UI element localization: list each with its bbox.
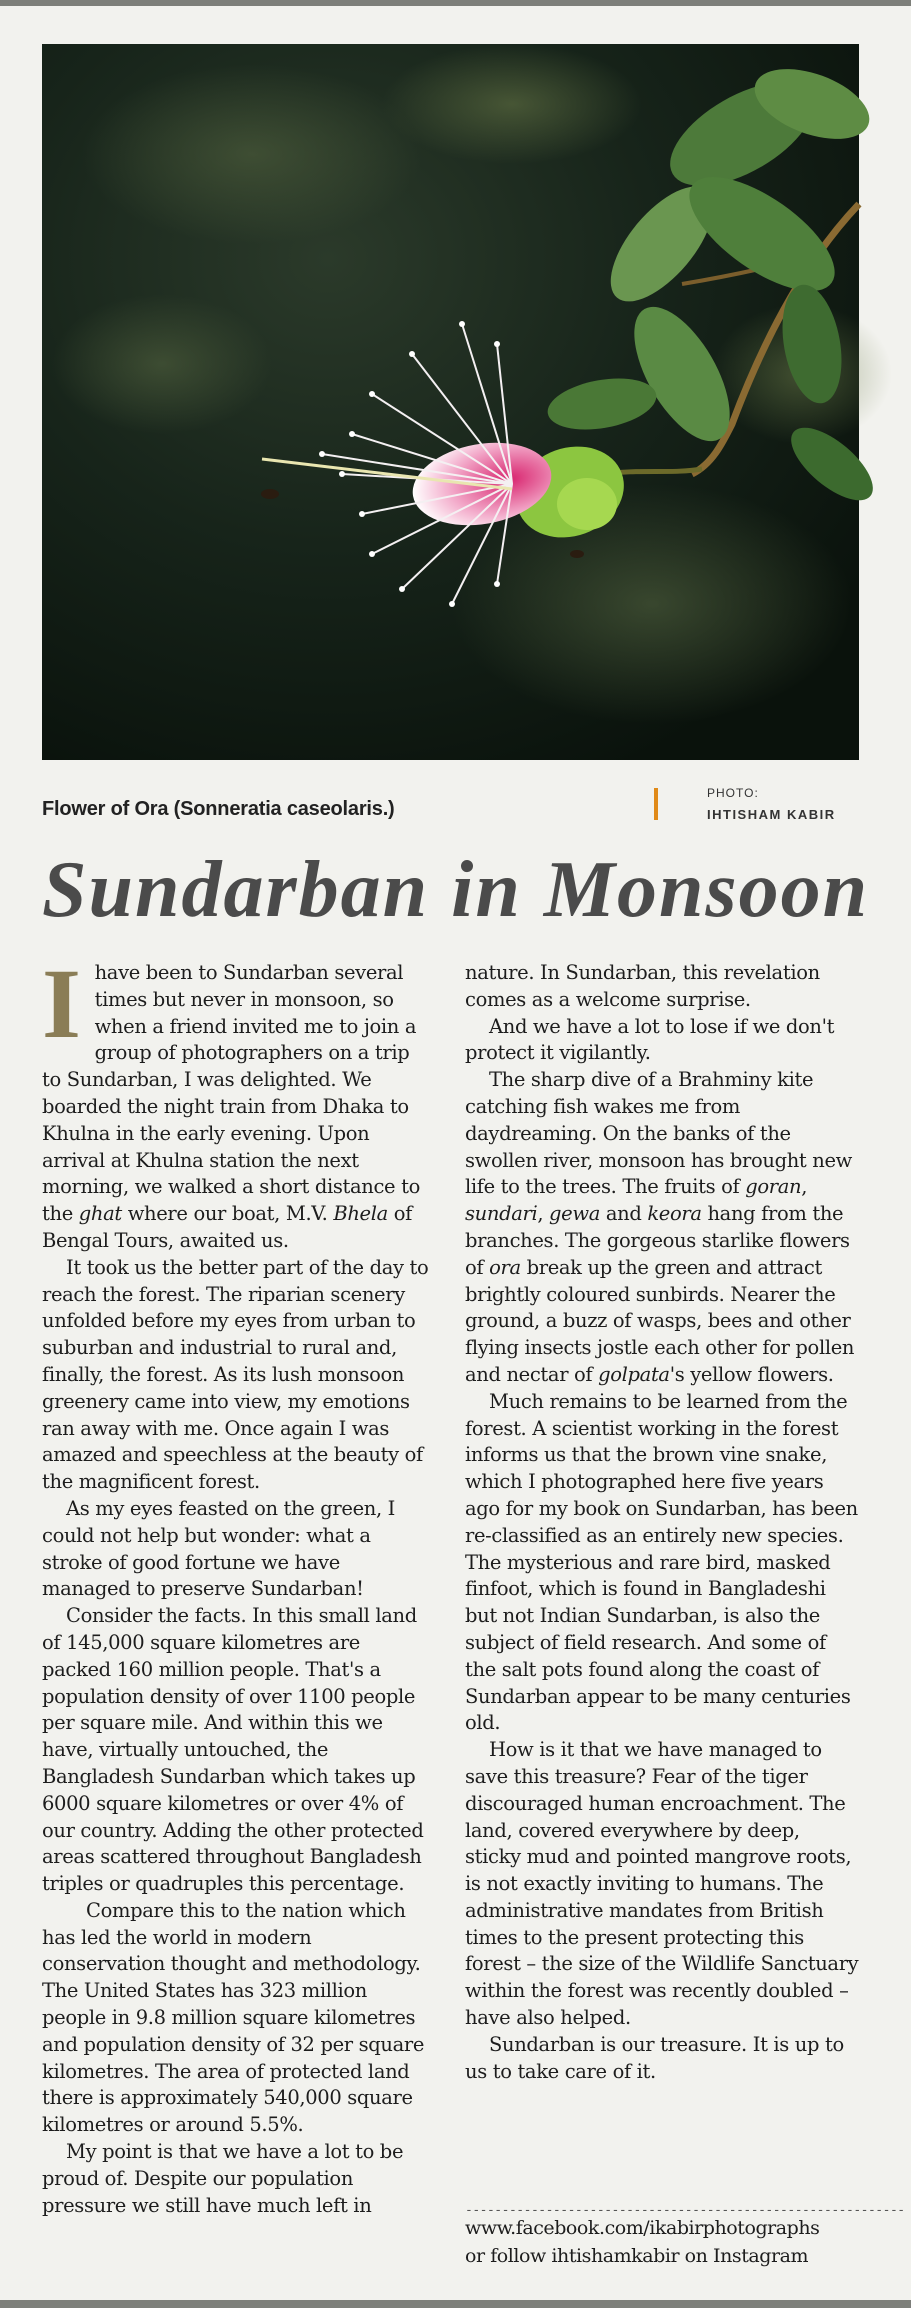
photo-credit-label: PHOTO: (707, 786, 759, 800)
paragraph-text: The sharp dive of a Brahminy kite catching fish wakes me from daydreaming. On the banks of the swollen river, monsoon has brought new life to the trees. The fruits of (465, 1068, 852, 1199)
paragraph-text: 's yellow flowers. (669, 1362, 834, 1386)
article-column-right (465, 960, 859, 2085)
paragraph-text: and (600, 1202, 648, 1226)
article-headline: Sundarban in Monsoon (42, 846, 870, 934)
italic-term: ghat (78, 1202, 122, 1226)
photo-caption: Flower of Ora (Sonneratia caseolaris.) (42, 798, 395, 820)
paragraph-4: Consider the facts. In this small land of 145,000 square kilometres are packed 160 million people. That's a population density of over 1100 people per square mile. And within this we have, virtually untouched, the Bangladesh Sundarban which takes up 6000 square kilometres or over 4% of our country. Adding the other protected areas scattered throughout Bangladesh triples or quadruples this percentage. (42, 1604, 424, 1896)
paragraph-11: How is it that we have managed to save this treasure? Fear of the tiger discouraged human encroachment. The land, covered everywhere by deep, sticky mud and pointed mangrove roots, is not exactly inviting to humans. The administrative mandates from British times to the present protecting this forest – the size of the Wildlife Sanctuary within the forest was recently doubled – have also helped. (465, 1738, 859, 2030)
italic-term: keora (647, 1202, 702, 1226)
paragraph-3: As my eyes feasted on the green, I could not help but wonder: what a stroke of good fortune we have managed to preserve Sundarban! (42, 1496, 396, 1601)
photo-credit-name: IHTISHAM KABIR (707, 807, 836, 822)
credit-accent-bar (654, 788, 658, 820)
paragraph-text: have been to Sundarban several times but never in monsoon, so when a friend invited me to join a group of photographers on a trip to Sundarban, I was delighted. We boarded the night train from Dhaka to Khulna in the early evening. Upon arrival at Khulna station the next morning, we walked a short distance to the (42, 961, 420, 1226)
article-column-left (42, 948, 434, 2219)
paragraph-12: Sundarban is our treasure. It is up to us to take care of it. (465, 2032, 844, 2083)
instagram-note: or follow ihtishamkabir on Instagram (465, 2245, 809, 2267)
italic-term: Bhela (333, 1202, 388, 1226)
bottom-rule (0, 2300, 911, 2308)
paragraph-8: And we have a lot to lose if we don't protect it vigilantly. (465, 1014, 835, 1065)
paragraph-text: where our boat, M.V. (121, 1202, 334, 1226)
paragraph-text: , (801, 1175, 808, 1199)
ora-flower-photo (42, 44, 859, 760)
paragraph-1 (42, 948, 434, 1255)
italic-term: goran (745, 1175, 802, 1199)
footer-divider: ------------------------------------------------------------ (465, 2203, 905, 2218)
italic-term: sundari (465, 1202, 538, 1226)
paragraph-text: , (537, 1202, 550, 1226)
paragraph-text: break up the green and attract brightly coloured sunbirds. Nearer the ground, a buzz of wasps, bees and other flying insects jostle each other for pollen and nectar of (465, 1255, 855, 1386)
italic-term: golpata (598, 1362, 670, 1386)
flower-photo-icon (42, 44, 859, 760)
drop-cap: I (42, 948, 81, 1059)
italic-term: gewa (549, 1202, 600, 1226)
paragraph-10: Much remains to be learned from the forest. A scientist working in the forest informs us that the brown vine snake, which I photographed here five years ago for my book on Sundarban, has been re-classified as an entirely new species. The mysterious and rare bird, masked finfoot, which is found in Bangladeshi but not Indian Sundarban, is also the subject of field research. And some of the salt pots found along the coast of Sundarban appear to be many centuries old. (465, 1389, 858, 1735)
paragraph-2: It took us the better part of the day to reach the forest. The riparian scenery unfolded before my eyes from urban to suburban and industrial to rural and, finally, the forest. As its lush monsoon greenery came into view, my emotions ran away with me. Once again I was amazed and speechless at the beauty of the magnificent forest. (42, 1255, 429, 1494)
paragraph-5: Compare this to the nation which has led the world in modern conservation thought and methodology. The United States has 323 million people in 9.8 million square kilometres and population density of 32 per square kilometres. The area of protected land there is approximately 540,000 square kilometres or around 5.5%. (42, 1898, 425, 2137)
top-rule (0, 0, 911, 6)
paragraph-7: nature. In Sundarban, this revelation comes as a welcome surprise. (465, 961, 820, 1011)
photo-caption-row (42, 778, 859, 838)
italic-term: ora (489, 1255, 521, 1279)
paragraph-text: of Bengal Tours, awaited us. (42, 1202, 412, 1252)
paragraph-text: hang from the branches. The gorgeous starlike flowers of (465, 1202, 850, 1279)
facebook-link[interactable]: www.facebook.com/ikabirphotographs (465, 2217, 820, 2239)
paragraph-6: My point is that we have a lot to be proud of. Despite our population pressure we still have much left in (42, 2140, 404, 2217)
paragraph-9 (465, 1067, 859, 1389)
